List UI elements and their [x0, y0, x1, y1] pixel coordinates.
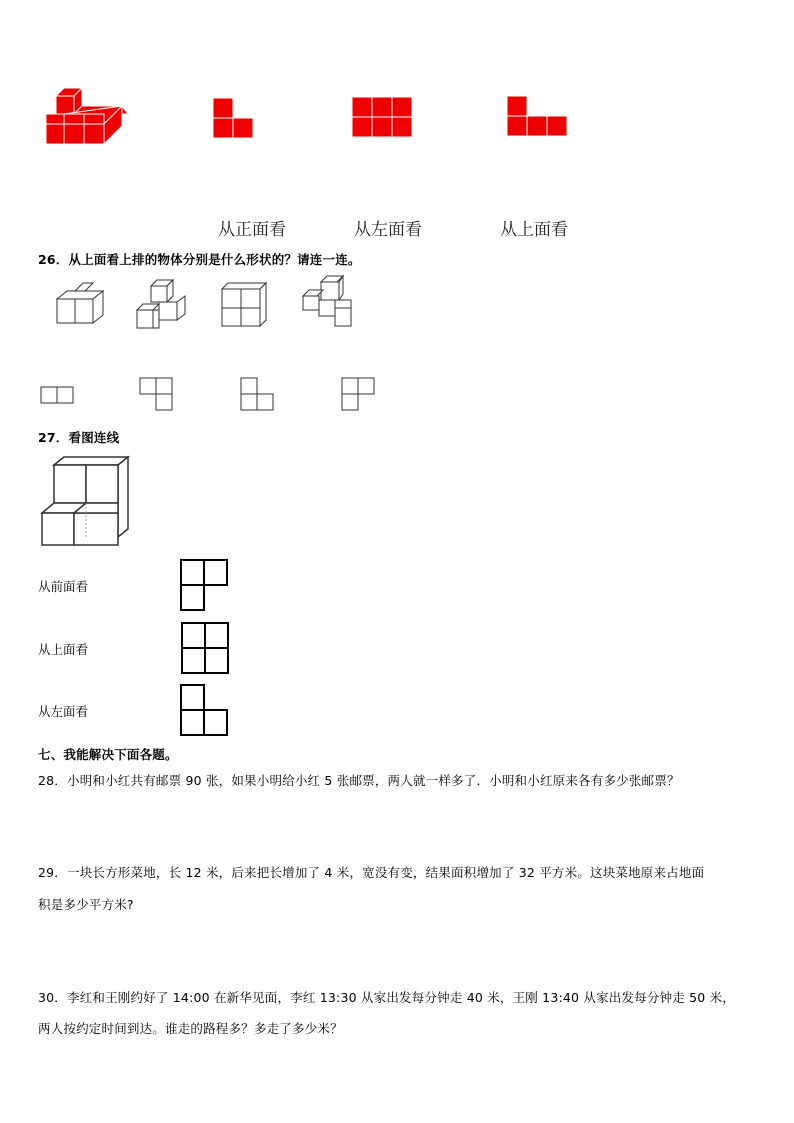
view-label-left: 从左面看	[354, 220, 422, 240]
question-30-line-1: 30．李红和王刚约好了 14:00 在新华见面，李红 13:30 从家出发每分钟走 40 米，王刚 13:40 从家出发每分钟走 50 米，	[38, 990, 736, 1005]
red-front-view-figure	[212, 97, 254, 139]
cube-drawing-1	[57, 287, 107, 327]
top-view-grid	[180, 621, 230, 675]
question-28: 28．小明和小红共有邮票 90 张，如果小明给小红 5 张邮票，两人就一样多了．小明和小红原来各有多少张邮票？	[38, 773, 680, 788]
red-top-view-figure	[506, 95, 568, 137]
left-view-grid	[179, 683, 229, 737]
question-29-line-2: 积是多少平方米?	[38, 897, 134, 912]
view-label-top: 从上面看	[500, 220, 568, 240]
shape-option-3	[240, 377, 276, 413]
cube-drawing-2	[137, 280, 187, 330]
view-label-front: 从正面看	[218, 220, 286, 240]
question-30-line-2: 两人按约定时间到达。谁走的路程多？多走了多少米？	[38, 1021, 343, 1036]
cube-drawing-3	[222, 283, 268, 329]
cube-solid-drawing	[40, 455, 132, 549]
view-label-from-front: 从前面看	[38, 579, 89, 594]
question-27: 27．看图连线	[38, 430, 120, 445]
section-7-title: 七、我能解决下面各题。	[38, 747, 178, 762]
question-26: 26．从上面看上排的物体分别是什么形状的？请连一连。	[38, 252, 361, 267]
shape-option-4	[341, 377, 377, 413]
red-left-view-figure	[351, 96, 413, 138]
front-view-grid	[179, 558, 229, 612]
view-label-from-left: 从左面看	[38, 704, 89, 719]
shape-option-2	[139, 377, 175, 413]
question-29-line-1: 29．一块长方形菜地，长 12 米，后来把长增加了 4 米，宽没有变，结果面积增加了 32 平方米。这块菜地原来占地面	[38, 865, 705, 880]
cube-drawing-4	[301, 276, 353, 328]
shape-option-1	[40, 386, 76, 406]
red-3d-cube-figure	[46, 86, 126, 146]
view-label-from-top: 从上面看	[38, 642, 89, 657]
